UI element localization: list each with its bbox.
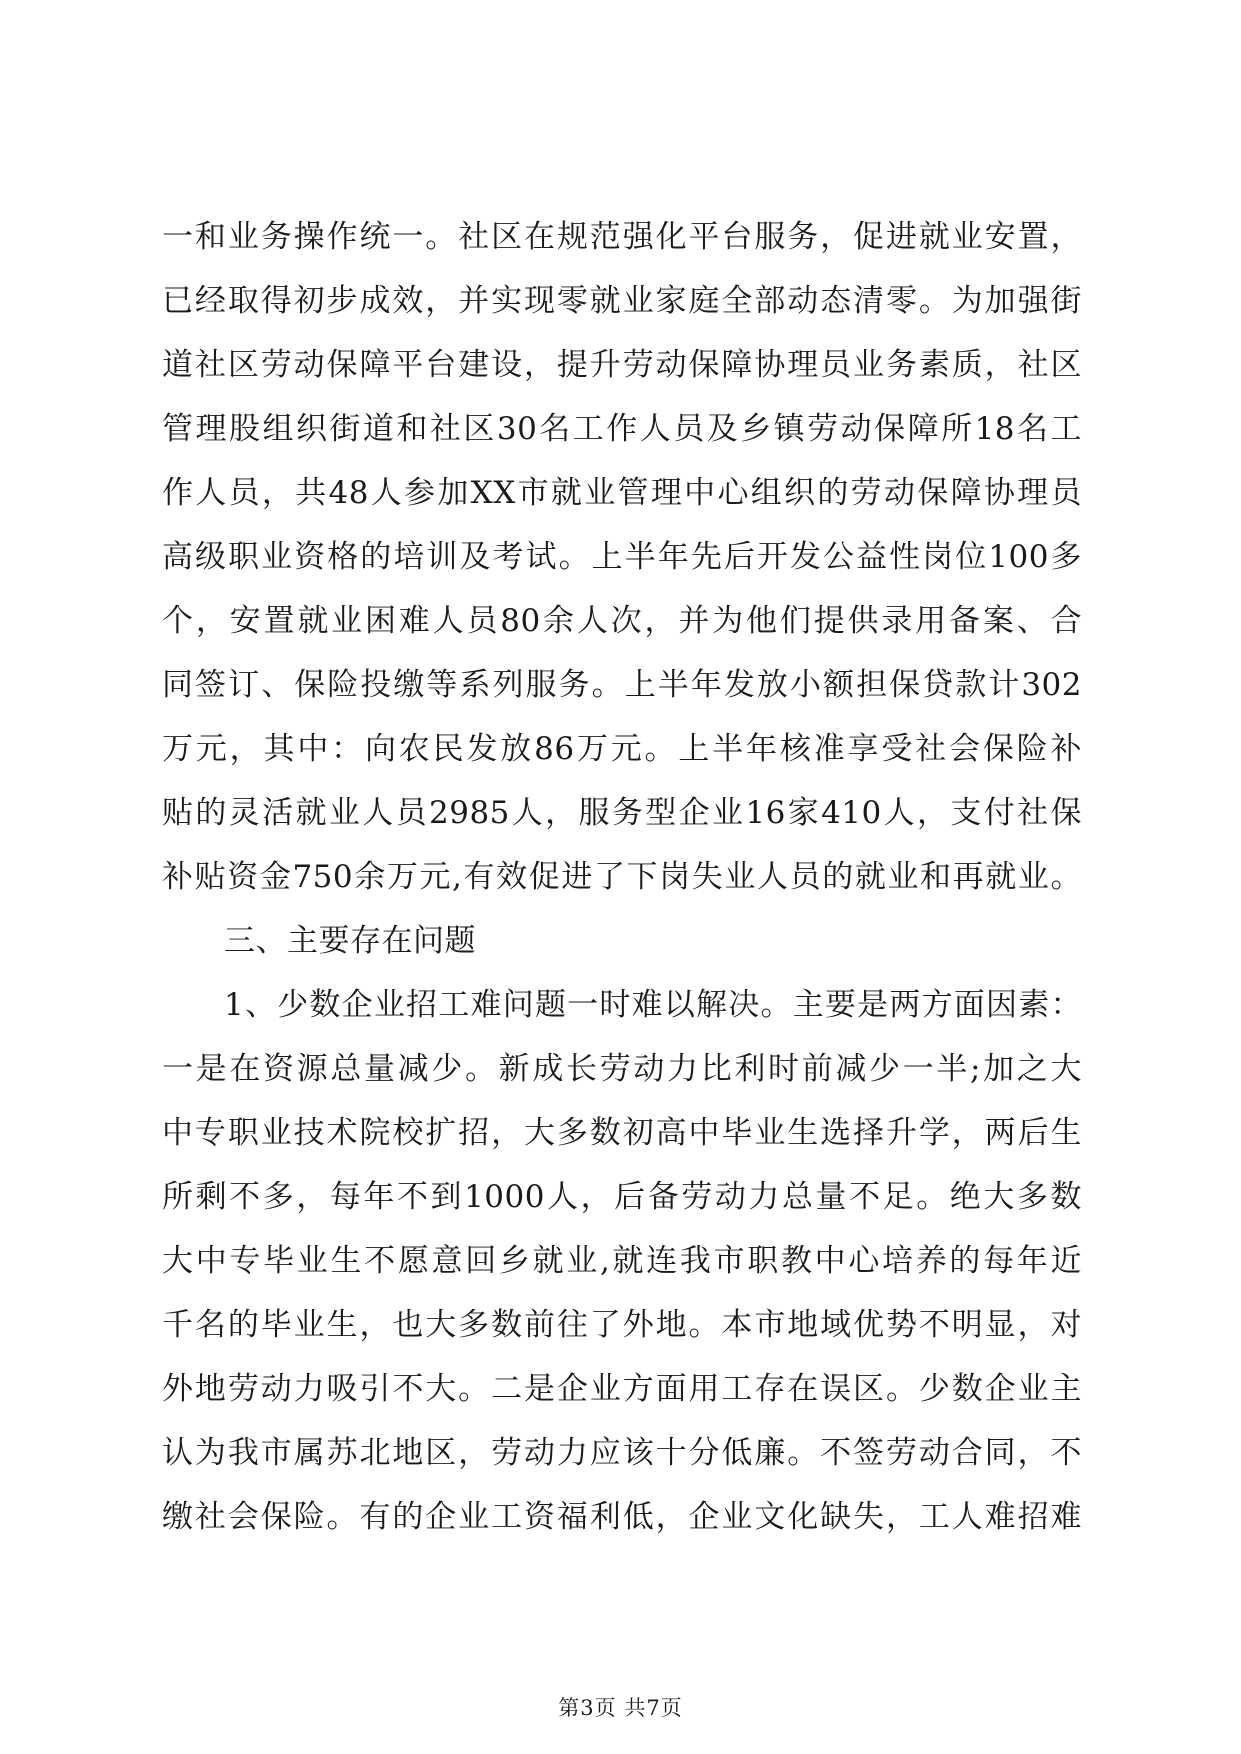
section-heading: 三、主要存在问题 [224,923,476,959]
text-line: 个，安置就业困难人员80余人次，并为他们提供录用备案、合 [162,603,1082,639]
text-line: 补贴资金750余万元,有效促进了下岗失业人员的就业和再就业。 [162,859,1082,895]
text-line: 作人员，共48人参加XX市就业管理中心组织的劳动保障协理员 [162,475,1082,511]
text-line: 缴社会保险。有的企业工资福利低，企业文化缺失，工人难招难 [162,1499,1082,1535]
text-line: 一是在资源总量减少。新成长劳动力比利时前减少一半;加之大 [162,1051,1082,1087]
text-line: 贴的灵活就业人员2985人，服务型企业16家410人，支付社保 [162,795,1082,831]
page-number-footer: 第3页 共7页 [558,1696,683,1720]
text-line: 认为我市属苏北地区，劳动力应该十分低廉。不签劳动合同，不 [162,1435,1082,1471]
text-line: 管理股组织街道和社区30名工作人员及乡镇劳动保障所18名工 [162,411,1082,447]
text-line: 已经取得初步成效，并实现零就业家庭全部动态清零。为加强街 [162,283,1082,319]
text-line: 1、少数企业招工难问题一时难以解决。主要是两方面因素： [224,987,1082,1023]
text-line: 外地劳动力吸引不大。二是企业方面用工存在误区。少数企业主 [162,1371,1082,1407]
text-line: 所剩不多，每年不到1000人，后备劳动力总量不足。绝大多数 [162,1179,1082,1215]
text-line: 中专职业技术院校扩招，大多数初高中毕业生选择升学，两后生 [162,1115,1082,1151]
text-line: 万元，其中：向农民发放86万元。上半年核准享受社会保险补 [162,731,1082,767]
text-line: 一和业务操作统一。社区在规范强化平台服务，促进就业安置， [162,219,1082,255]
text-line: 同签订、保险投缴等系列服务。上半年发放小额担保贷款计302 [162,667,1082,703]
text-line: 千名的毕业生，也大多数前往了外地。本市地域优势不明显，对 [162,1307,1082,1343]
text-line: 大中专毕业生不愿意回乡就业,就连我市职教中心培养的每年近 [162,1243,1082,1279]
document-body [162,205,1082,1549]
text-line: 道社区劳动保障平台建设，提升劳动保障协理员业务素质，社区 [162,347,1082,383]
text-line: 高级职业资格的培训及考试。上半年先后开发公益性岗位100多 [162,539,1082,575]
